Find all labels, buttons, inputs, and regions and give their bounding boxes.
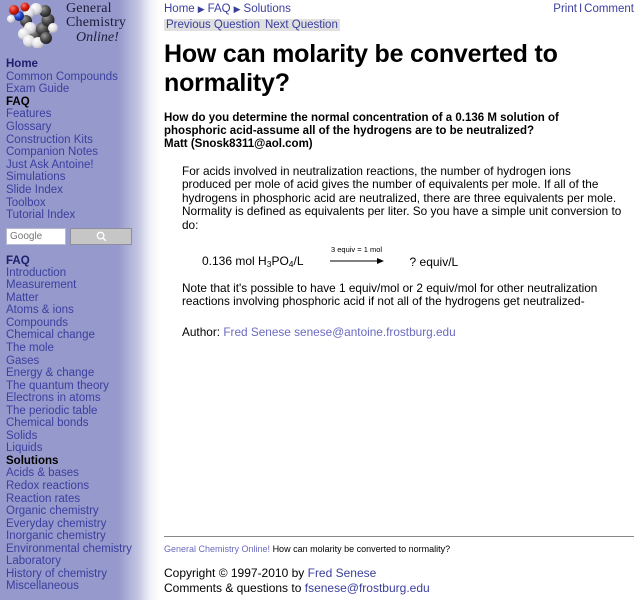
comment-link[interactable]: Comment: [584, 3, 634, 15]
question-text: [164, 112, 619, 152]
nav-item-companion-notes[interactable]: Companion Notes: [6, 146, 99, 159]
equation-left-post: /L: [293, 253, 304, 268]
faq-topic-energy-change[interactable]: Energy & change: [6, 367, 95, 380]
nav-item-slide-index[interactable]: Slide Index: [6, 183, 63, 196]
page-title: How can molarity be converted to normality?: [164, 40, 558, 97]
page-footer: [164, 536, 634, 595]
faq-topic-list: [0, 267, 160, 593]
faq-topic-gases[interactable]: Gases: [6, 354, 40, 367]
faq-topic-miscellaneous[interactable]: Miscellaneous: [6, 580, 79, 593]
copyright-author-link[interactable]: Fred Senese: [307, 566, 377, 580]
main-content: [160, 0, 638, 600]
note-text: Note that it's possible to have 1 equiv/mol or 2 equiv/mol for other neutralization reactions involving phosphoric acid if not all of the hydrogens get neutralized-: [182, 280, 598, 309]
faq-topic-electrons-in-atoms[interactable]: Electrons in atoms: [6, 392, 101, 405]
footer-page-title: How can molarity be converted to normality?: [272, 544, 451, 554]
question-body: How do you determine the normal concentration of a 0.136 M solution of phosphoric acid-assume all of the hydrogens are to be neutralized?: [164, 112, 559, 138]
topbar: [160, 0, 638, 30]
faq-topic-atoms-ions[interactable]: Atoms & ions: [6, 304, 74, 317]
faq-topic-liquids[interactable]: Liquids: [6, 442, 43, 455]
footer-site-link[interactable]: General Chemistry Online!: [164, 544, 271, 554]
equation-arrow-label: 3 equiv = 1 mol: [330, 244, 383, 254]
nav-item-construction-kits[interactable]: Construction Kits: [6, 133, 93, 146]
answer-text: For acids involved in neutralization reactions, the number of hydrogen ions produced per mole of acid gives the number of equivalents per mole. If all of the hydrogens in phosphoric acid are neutralized, there are three equivalents per mole. Normality is defined as equivalents per liter. So you have a simple unit conversion to do:: [182, 163, 622, 232]
previous-question-link[interactable]: Previous Question: [166, 19, 260, 31]
faq-topic-laboratory[interactable]: Laboratory: [6, 555, 61, 568]
faq-topic-environmental-chemistry[interactable]: Environmental chemistry: [6, 542, 132, 555]
faq-topic-quantum-theory[interactable]: The quantum theory: [6, 379, 109, 392]
faq-topic-acids-bases[interactable]: Acids & bases: [6, 467, 79, 480]
faq-topic-chemical-bonds[interactable]: Chemical bonds: [6, 417, 89, 430]
logo-line-2: Chemistry: [66, 15, 127, 31]
equation-right-term: ? equiv/L: [409, 254, 459, 269]
author-link[interactable]: Fred Senese senese@antoine.frostburg.edu: [223, 324, 456, 339]
nav-item-features[interactable]: Features: [6, 108, 52, 121]
faq-topic-chemical-change[interactable]: Chemical change: [6, 329, 95, 342]
faq-topic-organic-chemistry[interactable]: Organic chemistry: [6, 505, 99, 518]
faq-topic-everyday-chemistry[interactable]: Everyday chemistry: [6, 517, 107, 530]
search-submit-button[interactable]: [70, 228, 132, 245]
faq-topic-history-of-chemistry[interactable]: History of chemistry: [6, 567, 107, 580]
nav-item-common-compounds[interactable]: Common Compounds: [6, 70, 118, 83]
faq-topic-the-mole[interactable]: The mole: [6, 342, 54, 354]
search-icon: [96, 231, 107, 242]
footer-copyright: [164, 566, 634, 595]
faq-topic-compounds[interactable]: Compounds: [6, 316, 69, 329]
author-line: [182, 325, 634, 339]
faq-section-heading: FAQ: [6, 254, 30, 267]
nav-item-tutorial-index[interactable]: Tutorial Index: [6, 209, 76, 222]
faq-topic-redox-reactions[interactable]: Redox reactions: [6, 480, 90, 493]
equation-subscript-4: 4: [288, 258, 294, 269]
equation-arrow: [326, 245, 388, 268]
tools-divider: I: [578, 3, 583, 15]
breadcrumb-home[interactable]: Home: [164, 3, 195, 15]
next-question-link[interactable]: Next Question: [264, 19, 338, 31]
site-logo-text: [66, 2, 158, 45]
sidebar: [0, 0, 160, 600]
conversion-equation: [202, 245, 638, 269]
equation-subscript-3: 3: [266, 258, 272, 269]
print-link[interactable]: Print: [553, 3, 577, 15]
equation-left-term: [202, 254, 304, 269]
molecule-space-filling-model-icon: [5, 2, 63, 48]
logo-line-1: General: [66, 1, 112, 16]
main-nav: [0, 52, 160, 222]
breadcrumb-solutions[interactable]: Solutions: [243, 3, 291, 15]
breadcrumb-separator-icon: ▶: [197, 4, 205, 14]
logo-line-3: Online!: [76, 29, 119, 45]
nav-item-just-ask-antoine[interactable]: Just Ask Antoine!: [6, 158, 94, 171]
comments-text: Comments & questions to: [164, 580, 302, 595]
faq-topic-solids[interactable]: Solids: [6, 429, 38, 442]
right-arrow-icon: [326, 254, 388, 268]
faq-topic-introduction[interactable]: Introduction: [6, 266, 67, 279]
breadcrumb-faq[interactable]: FAQ: [207, 3, 231, 15]
faq-topic-measurement[interactable]: Measurement: [6, 279, 77, 292]
faq-topic-matter[interactable]: Matter: [6, 291, 39, 304]
comments-email-link[interactable]: fsenese@frostburg.edu: [304, 580, 430, 595]
equation-left-pre: 0.136 mol H: [202, 253, 267, 268]
nav-item-faq[interactable]: FAQ: [6, 95, 30, 108]
copyright-text: Copyright © 1997-2010 by: [164, 566, 305, 580]
question-nav: [164, 19, 340, 31]
faq-topic-reaction-rates[interactable]: Reaction rates: [6, 492, 81, 505]
nav-item-glossary[interactable]: Glossary: [6, 120, 52, 133]
nav-item-toolbox[interactable]: Toolbox: [6, 196, 46, 209]
nav-item-home[interactable]: Home: [6, 58, 38, 70]
search-form: [6, 228, 160, 245]
breadcrumb-separator-icon-2: ▶: [233, 4, 241, 14]
page-tools: [553, 3, 634, 15]
nav-item-simulations[interactable]: Simulations: [6, 171, 66, 184]
faq-topic-periodic-table[interactable]: The periodic table: [6, 404, 98, 417]
author-label: Author:: [182, 324, 221, 339]
footer-page-ref: [164, 544, 634, 554]
footer-divider: [164, 536, 634, 537]
nav-item-exam-guide[interactable]: Exam Guide: [6, 83, 70, 96]
equation-left-mid: PO: [271, 253, 289, 268]
faq-topic-solutions[interactable]: Solutions: [6, 454, 59, 467]
site-logo[interactable]: [0, 0, 160, 52]
question-asker: Matt (Snosk8311@aol.com): [164, 138, 313, 151]
faq-topic-inorganic-chemistry[interactable]: Inorganic chemistry: [6, 530, 106, 543]
search-input[interactable]: [6, 228, 66, 245]
